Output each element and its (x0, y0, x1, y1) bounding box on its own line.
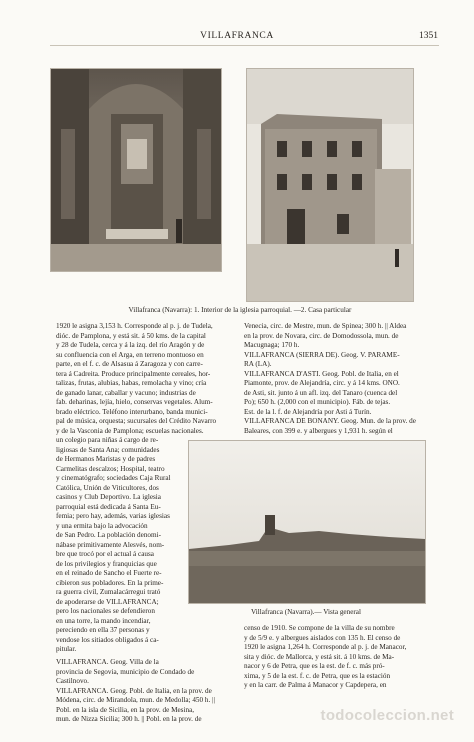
text-line: fab. deharinas, lejía, hielo, conservas vegetales. Alum- (56, 398, 213, 406)
text-line: pereciendo en ella 37 personas y (56, 626, 150, 634)
text-line: y una ermita bajo la advocación (56, 521, 148, 530)
text-line: bre que trocó por el actual á causa (56, 550, 154, 558)
text-line: pal de música, orquesta; sucursales del Crédito Navarro (56, 417, 217, 425)
text-line: brado eléctrico. Teléfono interurbano, banda munici- (56, 407, 208, 416)
text-line: vendose los sitiados obligados á ca- (56, 635, 159, 644)
text-line: talizas, frutas, alubias, habas, remolacha y vino; cría (56, 379, 207, 387)
text-line: VILLAFRANCA (SIERRA DE). Geog. V. PARAME- (244, 350, 400, 359)
text-line: en una torre, la mando incendiar, (56, 616, 151, 625)
church-interior-image (51, 69, 221, 271)
text-line: dióc. de Pamplona, y está sit. á 50 kms. de la capital (56, 331, 206, 340)
text-line: parte, en el f. c. de Alsasua á Zaragoza y con carre- (56, 360, 203, 368)
text-line: RA (LA). (244, 360, 272, 368)
house-facade-image (247, 69, 413, 301)
church-interior-photo (50, 68, 222, 272)
house-facade-photo (246, 68, 414, 302)
text-line: sita y dióc. de Mallorca, y está sit. á 10 kms. de Ma- (244, 652, 395, 661)
text-line: Po); 650 h. (2,000 con el municipio). Fáb. de tejas. (244, 398, 391, 406)
text-line: y de la Vasconia de Pamplona; escuelas nacionales. (56, 426, 204, 435)
text-line: xima, y 5 de la est. f. c. de Petra, que es la estación (244, 671, 391, 680)
text-line: Castilnovo. (56, 677, 89, 685)
text-line: cibieron sus pobladores. En la prime- (56, 578, 164, 587)
text-line: VILLAFRANCA D'ASTI. Geog. Pobl. de Italia, en el (244, 369, 399, 378)
text-line: Est. de la l. f. de Alejandría por Asti á Turín. (244, 407, 372, 416)
text-line: provincia de Segovia, municipio de Condado de (56, 667, 195, 676)
text-line: de Asti, sit. junto á un afl. izq. del Tanaro (cuenca del (244, 388, 398, 397)
text-line: de los privilegios y franquicias que (56, 559, 157, 568)
text-line: y en la carr. de Palma á Manacor y Capdepera, en (244, 681, 387, 689)
right-bottom-text (244, 624, 424, 691)
text-line: Piamonte, prov. de Alejandría, circ. y á 14 kms. ONO. (244, 379, 400, 387)
text-line: pero los nacionales se defendieron (56, 607, 155, 615)
text-line: nacor y 6 de Petra, que es la est. de f. c. más pró- (244, 662, 385, 670)
left-bottom-text (56, 658, 234, 725)
text-line: Católica, Unión de Viticultores, dos (56, 483, 159, 492)
text-line: en el reinado de Sancho el Fuerte re- (56, 569, 162, 577)
text-line: Macugnaga; 170 h. (244, 341, 300, 349)
text-line: de San Pedro. La población denomi- (56, 531, 161, 539)
page-number: 1351 (419, 31, 438, 41)
header-rule (50, 45, 439, 46)
text-line: VILLAFRANCA. Geog. Pobl. de Italia, en la prov. de (56, 686, 212, 695)
text-line: de Hermanos Maristas y de padres (56, 455, 156, 463)
general-view-image (189, 441, 425, 603)
text-line: VILLAFRANCA. Geog. Villa de la (56, 658, 159, 666)
bottom-photo-caption: Villafranca (Navarra).— Vista general (251, 608, 361, 616)
text-line: casinos y Club Deportivo. La iglesia (56, 493, 161, 501)
text-line: VILLAFRANCA DE BONANY. Geog. Mun. de la prov. de (244, 417, 416, 425)
text-line: 1920 le asigna 3,153 h. Corresponde al p. j. de Tudela, (56, 322, 213, 330)
text-line: y de 5/9 e. y albergues aislados con 135 h. El censo de (244, 633, 401, 642)
text-line: parroquial está dedicada á Santa Eu- (56, 502, 161, 511)
text-line: y 28 de Tudela, cerca y á la izq. del río Aragón y de (56, 341, 205, 349)
text-line: y cinematógrafo; sociedades Caja Rural (56, 474, 171, 482)
text-line: de ganado lanar, caballar y vacuno; industrias de (56, 388, 196, 397)
text-line: su confluencia con el Arga, en terreno montuoso en (56, 350, 204, 359)
text-line: 1920 le asigna 1,264 h. Corresponde al p. j. de Manacor, (244, 643, 407, 651)
watermark: todocoleccion.net (320, 707, 454, 724)
running-title: VILLAFRANCA (200, 31, 274, 41)
text-line: Pobl. en la isla de Sicilia, en la prov. de Mesina, (56, 705, 195, 714)
text-line: ra guerra civil, Zumalacárregui trató (56, 588, 161, 596)
text-line: ligiosas de Santa Ana; comunidades (56, 445, 160, 454)
text-line: pitular. (56, 645, 77, 653)
text-line: en la prov. de Novara, circ. de Domodossola, mun. de (244, 331, 399, 340)
text-line: Baleares, con 399 e. y albergues y 1,931 h. según el (244, 426, 393, 435)
left-column-narrow-text (56, 436, 184, 655)
text-line: mun. de Nizza Sicilia; 300 h. || Pobl. en la prov. de (56, 715, 202, 723)
right-top-text (244, 322, 424, 436)
text-line: censo de 1910. Se compone de la villa de su nombre (244, 624, 395, 632)
text-line: tera á Cadreita. Produce principalmente cereales, hor- (56, 369, 211, 378)
text-line: de apoderarse de VILLAFRANCA; (56, 597, 159, 606)
text-line: Venecia, circ. de Mestre, mun. de Spinea; 300 h. || Aldea (244, 322, 407, 330)
text-line: nábase primitivamente Alesvés, nom- (56, 540, 165, 549)
left-column-text (56, 322, 228, 436)
text-line: femia; pero hay, además, varias iglesias (56, 512, 170, 520)
running-header (0, 31, 474, 45)
text-line: Módena, circ. de Mirandola, mun. de Medolla; 450 h. || (56, 696, 215, 704)
top-photos-caption: Villafranca (Navarra): 1. Interior de la iglesia parroquial. —2. Casa particular (128, 306, 352, 314)
general-view-photo (188, 440, 426, 604)
text-line: un colegio para niñas á cargo de re- (56, 436, 159, 444)
text-line: Carmelitas descalzos; Hospital, teatro (56, 464, 165, 473)
